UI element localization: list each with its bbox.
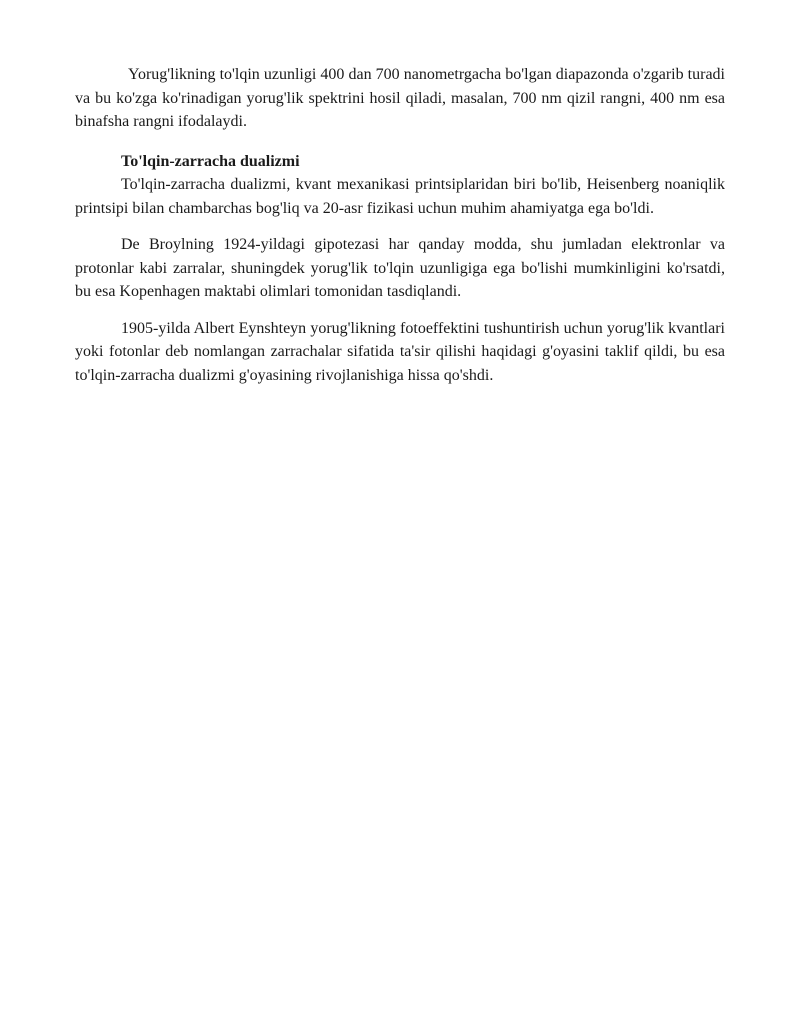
paragraph-dualism-definition: To'lqin-zarracha dualizmi, kvant mexanikasi printsiplaridan biri bo'lib, Heisenberg noaniqlik printsipi bilan chambarchas bog'liq va 20-asr fizikasi uchun muhim ahamiyatga ega bo'ldi. — [75, 176, 725, 217]
paragraph-einstein: 1905-yilda Albert Eynshteyn yorug'likning fotoeffektini tushuntirish uchun yorug'lik kvantlari yoki fotonlar deb nomlangan zarrachalar sifatida ta'sir qilishi haqidagi g'oyasini taklif qildi, bu esa to'lqin-zarracha dualizmi g'oyasining rivojlanishiga hissa qo'shdi. — [75, 319, 725, 384]
section-heading: To'lqin-zarracha dualizmi — [121, 152, 300, 170]
paragraph-de-broglie: De Broylning 1924-yildagi gipotezasi har qanday modda, shu jumladan elektronlar va protonlar kabi zarralar, shuningdek yorug'lik to'lqin uzunligiga ega bo'lishi mumkinligini ko'rsatdi, bu esa Kopenhagen maktabi olimlari tomonidan tasdiqlandi. — [75, 236, 725, 300]
intro-paragraph: Yorug'likning to'lqin uzunligi 400 dan 700 nanometrgacha bo'lgan diapazonda o'zgarib turadi va bu ko'zga ko'rinadigan yorug'lik spektrini hosil qiladi, masalan, 700 nm qizil rangni, 400 nm esa binafsha rangni ifodalaydi. — [75, 66, 725, 130]
document-body — [75, 63, 725, 387]
